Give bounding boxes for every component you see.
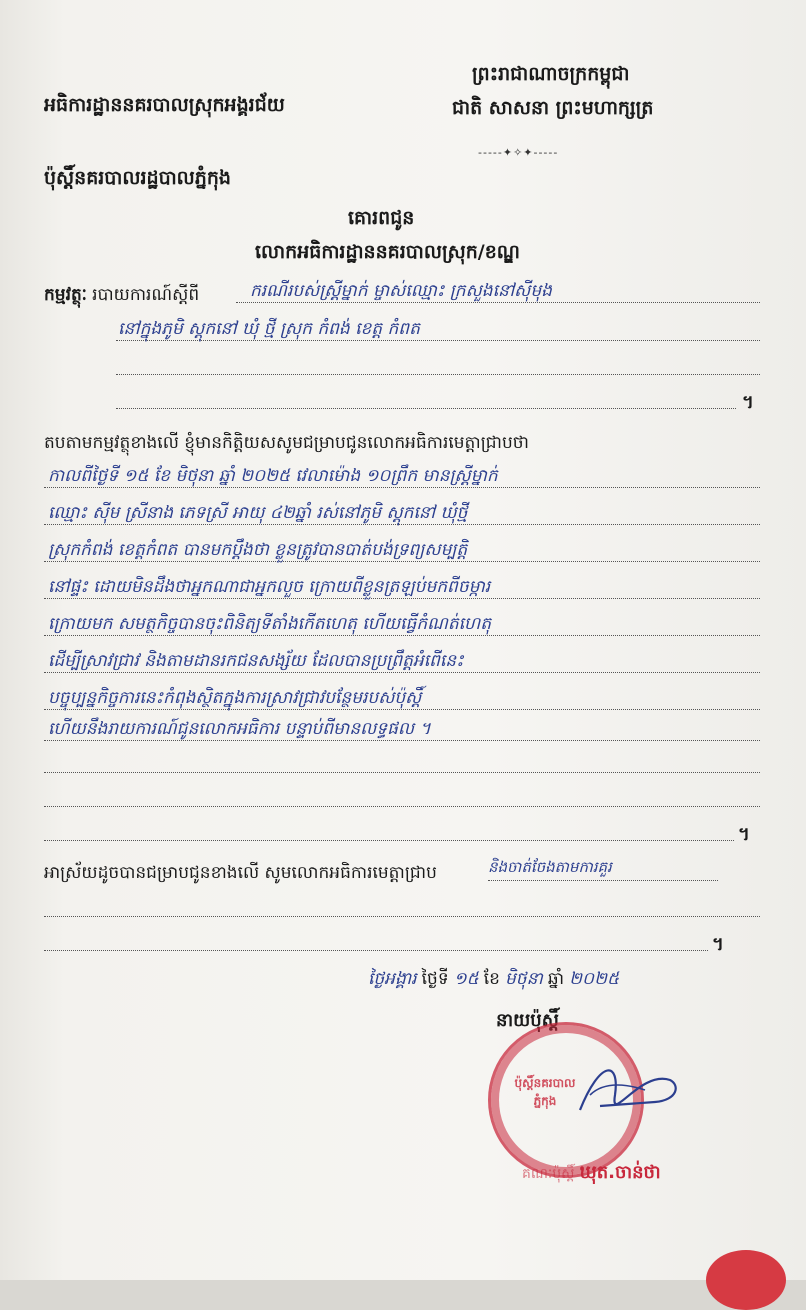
body-handwriting-8: ហើយនឹងរាយការណ៍ជូនលោកអធិការ បន្ទាប់ពីមានលទ្ធផល ។ (48, 719, 431, 739)
signer-name: ឃុត.ចាន់ថា (579, 1162, 661, 1183)
kingdom-heading: ព្រះរាជាណាចក្រកម្ពុជា (472, 63, 630, 85)
body-handwriting-6: ដើម្បីស្រាវជ្រាវ និងតាមដានរកជនសង្ស័យ ដែលបានប្រព្រឹត្តអំពើនេះ (48, 651, 464, 671)
subject-dotted-line-3 (116, 374, 760, 375)
subject-end-mark: ។ (742, 392, 754, 413)
date-line (368, 968, 619, 993)
subject-row (44, 284, 199, 309)
conclusion-line-1 (488, 880, 718, 881)
corner-badge (706, 1250, 786, 1310)
body-handwriting-4: នៅផ្ទះ ដោយមិនដឹងថាអ្នកណាជាអ្នកលួច ក្រោយពីខ្លួនត្រឡប់មកពីចម្ការ (48, 577, 491, 597)
body-line-11 (44, 840, 734, 841)
post-name: ប៉ុស្តិ៍នគរបាលរដ្ឋបាលភ្នំកុង (44, 167, 231, 189)
signer-role: នាយប៉ុស្តិ៍ (496, 1010, 559, 1031)
body-handwriting-5: ក្រោយមក សមត្ថកិច្ចបានចុះពិនិត្យទីតាំងកើតហេតុ ហើយធ្វើកំណត់ហេតុ (48, 614, 492, 634)
date-day: ១៥ (453, 969, 479, 989)
body-handwriting-1: កាលពីថ្ងៃទី ១៥ ខែ មិថុនា ឆ្នាំ ២០២៥ វេលាម៉ោង ១០ព្រឹក មានស្រ្តីម្នាក់ (48, 466, 498, 486)
stamp-text: ប៉ុស្តិ៍នគរបាល ភ្នំកុង (514, 1076, 576, 1108)
date-year-label: ឆ្នាំ (547, 969, 565, 989)
body-handwriting-2: ឈ្មោះ ស៊ីម ស្រីនាង ភេទស្រី អាយុ ៤២ឆ្នាំ រស់នៅភូមិ ស្តុកនៅ ឃុំថ្មី (48, 503, 468, 523)
subject-label: កម្មវត្ថុៈ (44, 285, 87, 305)
date-day-label: ថ្ងៃទី (421, 969, 449, 989)
conclusion-handwriting: និងចាត់ចែងតាមការគួរ (488, 858, 612, 876)
office-name: អធិការដ្ឋាននគរបាលស្រុកអង្គរជ័យ (44, 94, 285, 116)
body-handwriting-3: ស្រុកកំពង់ ខេត្តកំពត បានមកប្ដឹងថា ខ្លួនត្រូវបានបាត់បង់ទ្រព្យសម្បត្តិ (48, 540, 468, 560)
body-intro: តបតាមកម្មវត្ថុខាងលើ ខ្ញុំមានកិត្តិយសសូមជម្រាបជូនលោកអធិការមេត្តាជ្រាបថា (44, 433, 529, 453)
subject-handwriting-1: ករណីរបស់ស្ដ្រីម្នាក់ ម្ចាស់ឈ្មោះ ក្រសួងនៅស៊ីមុង (250, 281, 552, 301)
signer-footer-label: គណៈប៉ុស្តិ៍ (522, 1166, 575, 1182)
body-line-9 (44, 772, 760, 773)
body-line-10 (44, 806, 760, 807)
date-lunar: ថ្ងៃអង្គារ (368, 969, 417, 989)
national-motto: ជាតិ សាសនា ព្រះមហាក្សត្រ (452, 97, 654, 119)
conclusion-text: អាស្រ័យដូចបានជម្រាបជូនខាងលើ សូមលោកអធិការមេត្តាជ្រាប (44, 863, 437, 883)
body-end-mark: ។ (738, 824, 750, 845)
date-month-label: ខែ (483, 969, 500, 989)
date-year: ២០២៥ (569, 969, 619, 989)
subject-handwriting-2: នៅក្នុងភូមិ ស្តុកនៅ ឃុំ ថ្មី ស្រុក កំពង់ ខេត្ត កំពត (118, 319, 420, 339)
signature-scribble (560, 1040, 690, 1130)
salutation: គោរពជូន (348, 207, 415, 229)
signer-footer (522, 1160, 661, 1187)
conclusion-line-2 (44, 916, 760, 917)
conclusion-end-mark: ។ (712, 934, 724, 955)
subject-prefix: របាយការណ៍ស្តីពី (92, 285, 200, 305)
conclusion-line-3 (44, 950, 708, 951)
subject-dotted-line-4 (116, 408, 736, 409)
date-month: មិថុនា (505, 969, 543, 989)
motto-ornament: -----✦✧✦----- (478, 146, 559, 159)
body-handwriting-7: បច្ចុប្បន្នកិច្ចការនេះកំពុងស្ថិតក្នុងការស្រាវជ្រាវបន្ថែមរបស់ប៉ុស្តិ៍ (48, 688, 422, 708)
recipient: លោកអធិការដ្ឋាននគរបាលស្រុក/ខណ្ឌ (255, 241, 520, 263)
